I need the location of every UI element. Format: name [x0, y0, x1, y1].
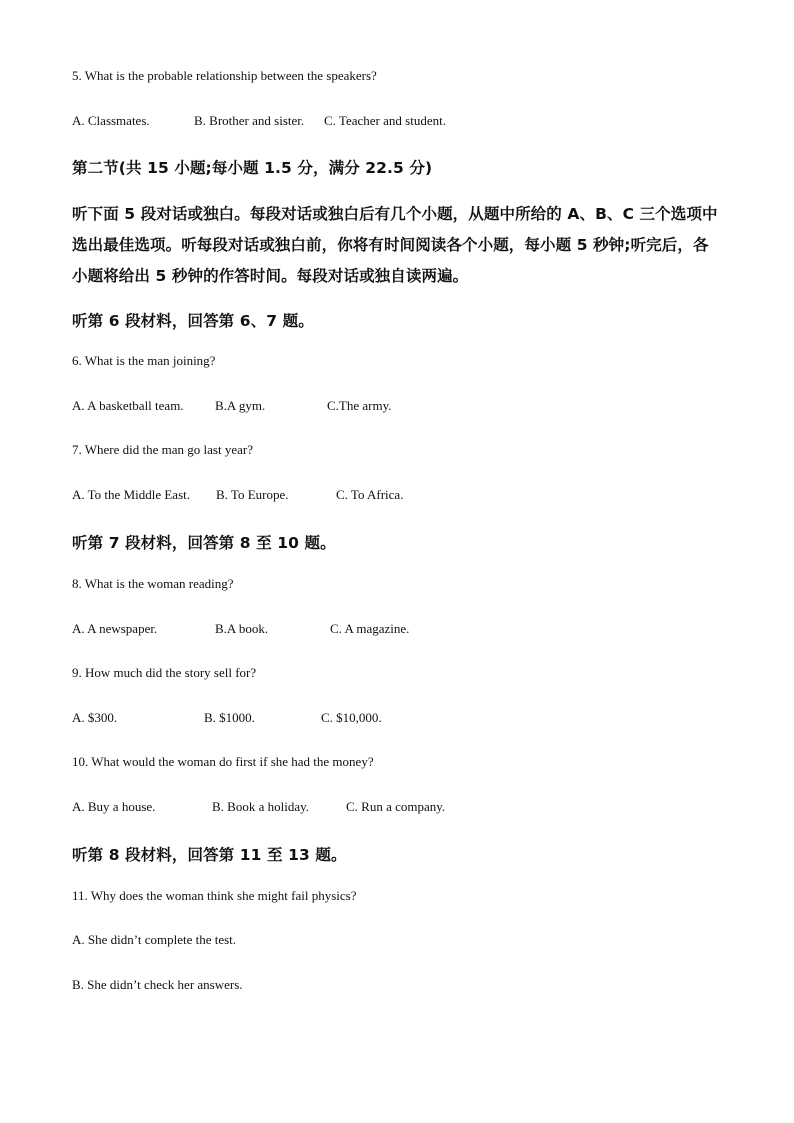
- option-c: C. Teacher and student.: [324, 113, 446, 128]
- option-a: A. $300.: [72, 710, 118, 725]
- option-b: B. Brother and sister.: [194, 113, 305, 128]
- option-c: C. A magazine.: [330, 621, 410, 636]
- option-b: B. $1000.: [204, 710, 255, 725]
- option-a: A. Classmates.: [72, 113, 150, 128]
- question-10: 10. What would the woman do first if she had the money?: [72, 754, 374, 769]
- question-5: 5. What is the probable relationship between the speakers?: [72, 68, 377, 83]
- section-title: 第二节(共 15 小题;每小题 1.5 分，满分 22.5 分): [72, 159, 433, 177]
- passage-7-heading: 听第 7 段材料，回答第 8 至 10 题。: [72, 534, 336, 552]
- option-a: A. To the Middle East.: [72, 487, 191, 502]
- option-b: B. To Europe.: [216, 487, 289, 502]
- passage-6-heading: 听第 6 段材料，回答第 6、7 题。: [72, 312, 314, 330]
- question-7: 7. Where did the man go last year?: [72, 442, 253, 457]
- question-9: 9. How much did the story sell for?: [72, 665, 257, 680]
- option-a: A. A basketball team.: [72, 398, 184, 413]
- option-b: B. Book a holiday.: [212, 799, 310, 814]
- question-11-option-b: B. She didn’t check her answers.: [72, 977, 243, 992]
- section-instructions-line-2: 选出最佳选项。听每段对话或独白前，你将有时间阅读各个小题，每小题 5 秒钟;听完后，各: [72, 236, 709, 254]
- option-c: C.The army.: [327, 398, 392, 413]
- option-b: B.A gym.: [215, 398, 266, 413]
- option-a: A. A newspaper.: [72, 621, 158, 636]
- question-6: 6. What is the man joining?: [72, 353, 216, 368]
- question-11-option-a: A. She didn’t complete the test.: [72, 932, 237, 947]
- question-11: 11. Why does the woman think she might fail physics?: [72, 888, 357, 903]
- section-instructions-line-3: 小题将给出 5 秒钟的作答时间。每段对话或独自读两遍。: [72, 267, 469, 285]
- option-a: A. Buy a house.: [72, 799, 156, 814]
- option-c: C. $10,000.: [321, 710, 382, 725]
- option-c: C. Run a company.: [346, 799, 446, 814]
- question-8: 8. What is the woman reading?: [72, 576, 234, 591]
- section-instructions-line-1: 听下面 5 段对话或独白。每段对话或独白后有几个小题，从题中所给的 A、B、C 三个选项中: [72, 205, 718, 223]
- option-b: B.A book.: [215, 621, 269, 636]
- option-c: C. To Africa.: [336, 487, 404, 502]
- passage-8-heading: 听第 8 段材料，回答第 11 至 13 题。: [72, 846, 347, 864]
